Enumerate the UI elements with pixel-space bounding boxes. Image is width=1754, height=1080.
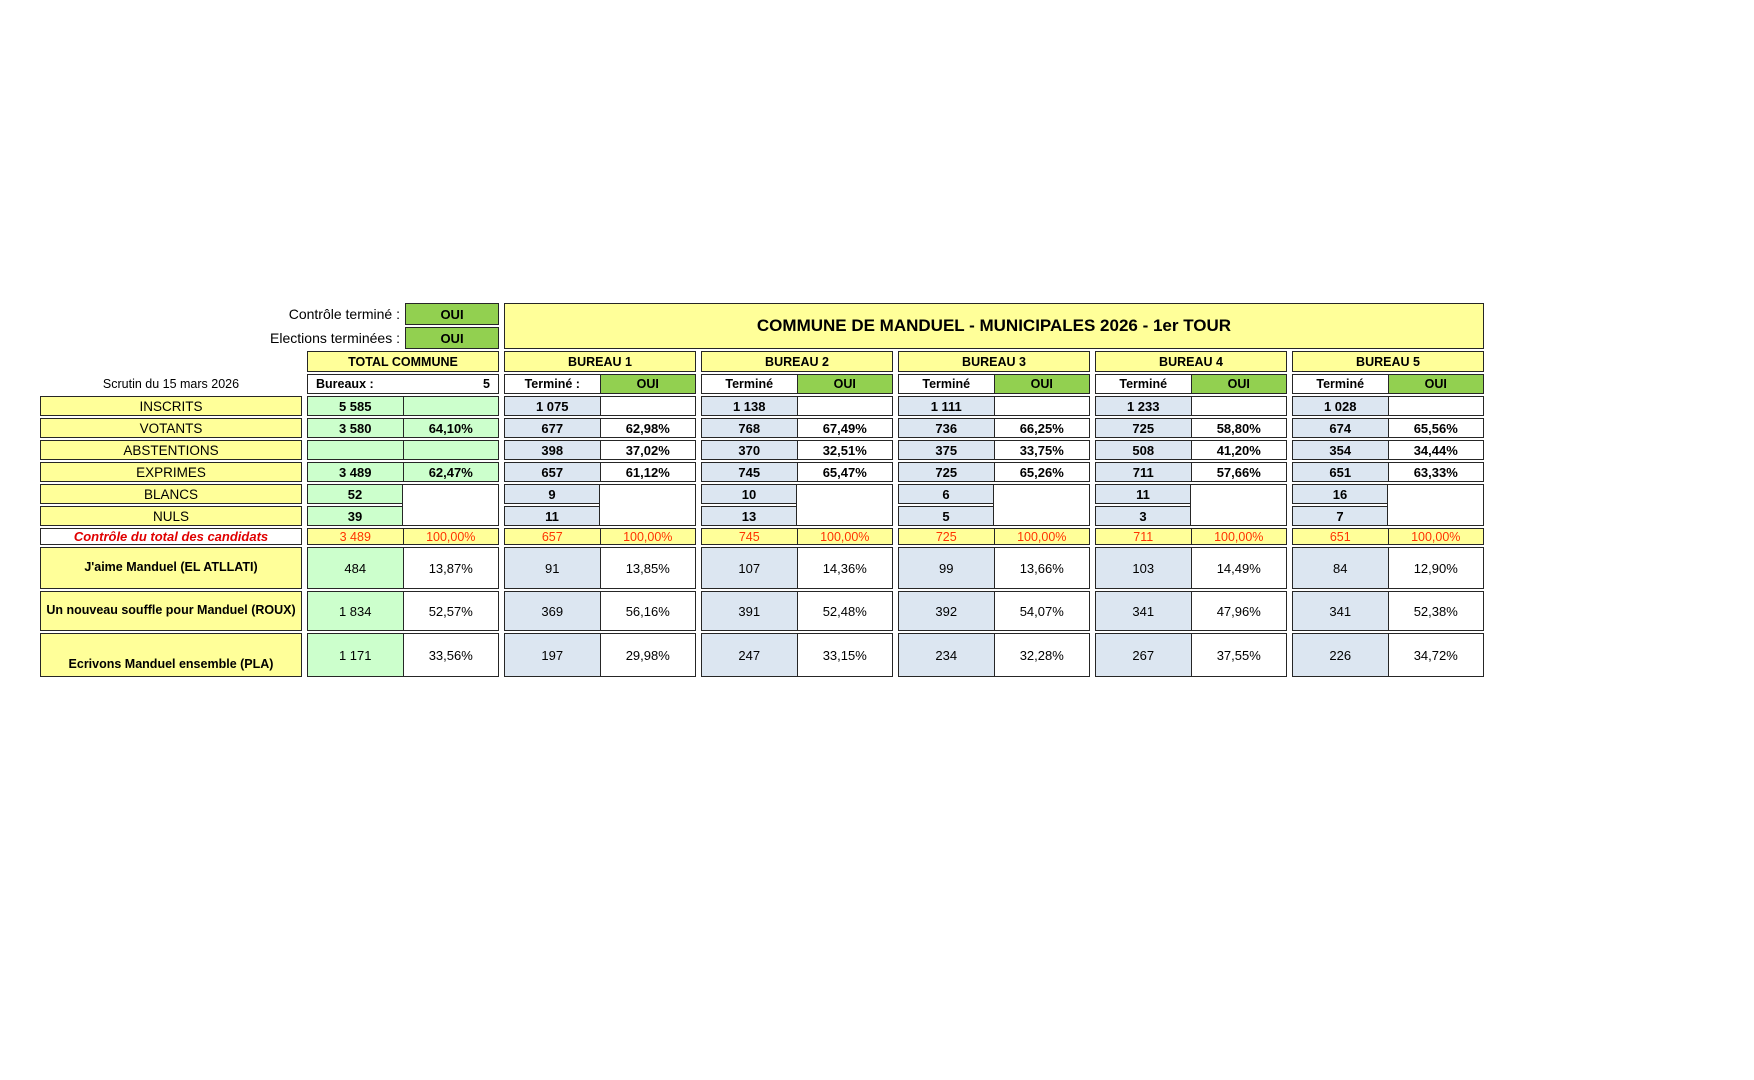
total-value-cell[interactable]: 3 489 <box>308 463 403 481</box>
bureau-3-cells[interactable] <box>898 396 1090 416</box>
total-value-cell[interactable]: 3 489 <box>308 529 403 544</box>
termine-label: Terminé <box>1096 375 1191 393</box>
bureau-pct-cell[interactable]: 52,38% <box>1388 592 1484 630</box>
bureau-pct-cell[interactable]: 66,25% <box>994 419 1090 437</box>
table-row-abstentions <box>40 440 1484 460</box>
bureau-pct-cell[interactable]: 63,33% <box>1388 463 1484 481</box>
bureau-1-cells[interactable] <box>504 396 696 416</box>
termine-value[interactable]: OUI <box>994 375 1090 393</box>
nuls-value-cell[interactable]: 7 <box>1292 506 1388 526</box>
bureau-value-cell[interactable]: 107 <box>702 548 797 588</box>
bureau-value-cell[interactable]: 508 <box>1096 441 1191 459</box>
bureau-3-cells[interactable] <box>898 591 1090 631</box>
bureau-1-cells[interactable] <box>504 528 696 545</box>
bureau-pct-cell[interactable]: 12,90% <box>1388 548 1484 588</box>
total-pct-cell[interactable]: 52,57% <box>403 592 499 630</box>
bureau-pct-cell[interactable]: 34,72% <box>1388 634 1484 676</box>
bureau-5-cells[interactable] <box>1292 528 1484 545</box>
total-cells[interactable] <box>307 418 499 438</box>
total-cells[interactable] <box>307 462 499 482</box>
bureau-pct-cell[interactable]: 14,49% <box>1191 548 1287 588</box>
bureau-4-cells[interactable] <box>1095 547 1287 589</box>
controle-total-row <box>40 528 1484 545</box>
bureau-1-cells[interactable] <box>504 547 696 589</box>
bureau-pct-cell[interactable] <box>600 397 696 415</box>
row-label-nuls: NULS <box>40 506 302 526</box>
blancs-nuls-values <box>504 484 600 526</box>
total-pct-cell[interactable] <box>403 441 499 459</box>
bureau-4-cells[interactable] <box>1095 396 1287 416</box>
blancs-nuls-empty-pct-cell[interactable] <box>402 484 500 526</box>
column-header-total-commune: TOTAL COMMUNE <box>307 351 499 372</box>
termine-value[interactable]: OUI <box>797 375 893 393</box>
total-pct-cell[interactable]: 33,56% <box>403 634 499 676</box>
termine-value[interactable]: OUI <box>1191 375 1287 393</box>
bureau-value-cell[interactable]: 657 <box>505 529 600 544</box>
bureau-2-cells[interactable] <box>701 547 893 589</box>
bureau-pct-cell[interactable]: 100,00% <box>1191 529 1287 544</box>
bureau-value-cell[interactable]: 1 111 <box>899 397 994 415</box>
top-header-block <box>40 303 1484 349</box>
bureaux-count-cell[interactable] <box>307 374 499 394</box>
bureau-4-cells[interactable] <box>1095 484 1287 526</box>
row-label-inscrits: INSCRITS <box>40 396 302 416</box>
bureau-pct-cell[interactable]: 33,15% <box>797 634 893 676</box>
bureau-5-cells[interactable] <box>1292 418 1484 438</box>
candidate-row-2 <box>40 591 1484 631</box>
bureau-pct-cell[interactable]: 100,00% <box>994 529 1090 544</box>
bureau-1-cells[interactable] <box>504 591 696 631</box>
bureau-pct-cell[interactable]: 29,98% <box>600 634 696 676</box>
controle-termine-value-cell[interactable]: OUI <box>405 303 499 325</box>
bureau-pct-cell[interactable]: 34,44% <box>1388 441 1484 459</box>
bureau-pct-cell[interactable]: 32,51% <box>797 441 893 459</box>
bureau-2-cells[interactable] <box>701 528 893 545</box>
bureau-5-cells[interactable] <box>1292 591 1484 631</box>
candidate-rows <box>40 547 1484 677</box>
label-spacer <box>40 351 302 372</box>
total-cells[interactable] <box>307 633 499 677</box>
bureau-value-cell[interactable]: 725 <box>899 463 994 481</box>
bureau-4-cells[interactable] <box>1095 418 1287 438</box>
bureau-5-cells[interactable] <box>1292 396 1484 416</box>
bureau-1-cells[interactable] <box>504 633 696 677</box>
blancs-nuls-empty-pct-cell[interactable] <box>1190 484 1288 526</box>
nuls-value-cell[interactable]: 3 <box>1095 506 1191 526</box>
row-label-exprimes: EXPRIMES <box>40 462 302 482</box>
bureau-pct-cell[interactable]: 100,00% <box>797 529 893 544</box>
blancs-value-cell[interactable]: 52 <box>307 484 403 504</box>
candidate-row-1 <box>40 547 1484 589</box>
bureau-pct-cell[interactable]: 62,98% <box>600 419 696 437</box>
elections-terminees-label: Elections terminées : <box>270 330 400 346</box>
bureau-value-cell[interactable]: 736 <box>899 419 994 437</box>
blancs-nuls-values <box>701 484 797 526</box>
termine-value[interactable]: OUI <box>1388 375 1484 393</box>
candidate-label-2: Un nouveau souffle pour Manduel (ROUX) <box>40 591 302 631</box>
column-header-bureau-2: BUREAU 2 <box>701 351 893 372</box>
termine-value[interactable]: OUI <box>600 375 696 393</box>
bureau-3-cells[interactable] <box>898 528 1090 545</box>
bureau-value-cell[interactable]: 99 <box>899 548 994 588</box>
total-pct-cell[interactable]: 62,47% <box>403 463 499 481</box>
bureau-pct-cell[interactable]: 37,55% <box>1191 634 1287 676</box>
blancs-nuls-empty-pct-cell[interactable] <box>993 484 1091 526</box>
table-row-inscrits <box>40 396 1484 416</box>
bureau-3-cells[interactable] <box>898 547 1090 589</box>
bureau-value-cell[interactable]: 745 <box>702 529 797 544</box>
bureau-1-cells[interactable] <box>504 484 696 526</box>
bureau-pct-cell[interactable]: 41,20% <box>1191 441 1287 459</box>
blancs-nuls-values <box>307 484 403 526</box>
total-value-cell[interactable]: 5 585 <box>308 397 403 415</box>
bureau-pct-cell[interactable] <box>1191 397 1287 415</box>
bureau-5-cells[interactable] <box>1292 547 1484 589</box>
total-cells[interactable] <box>307 547 499 589</box>
bureau-3-cells[interactable] <box>898 462 1090 482</box>
bureau-1-cells[interactable] <box>504 462 696 482</box>
bureau-pct-cell[interactable]: 56,16% <box>600 592 696 630</box>
termine-cell-bureau-3[interactable] <box>898 374 1090 394</box>
blancs-value-cell[interactable]: 6 <box>898 484 994 504</box>
column-header-bureau-5: BUREAU 5 <box>1292 351 1484 372</box>
blancs-nuls-values <box>898 484 994 526</box>
bureau-4-cells[interactable] <box>1095 440 1287 460</box>
results-table <box>40 303 1484 677</box>
bureau-pct-cell[interactable] <box>994 397 1090 415</box>
page-title: COMMUNE DE MANDUEL - MUNICIPALES 2026 - 1er TOUR <box>504 303 1484 349</box>
bureau-value-cell[interactable]: 84 <box>1293 548 1388 588</box>
bureau-pct-cell[interactable]: 67,49% <box>797 419 893 437</box>
bureau-value-cell[interactable]: 341 <box>1293 592 1388 630</box>
bureau-pct-cell[interactable]: 100,00% <box>1388 529 1484 544</box>
blancs-nuls-values <box>1095 484 1191 526</box>
bureau-5-cells[interactable] <box>1292 440 1484 460</box>
bureau-3-cells[interactable] <box>898 484 1090 526</box>
nuls-value-cell[interactable]: 39 <box>307 506 403 526</box>
bureaux-label: Bureaux : <box>316 377 374 391</box>
blancs-nuls-row <box>40 484 1484 526</box>
bureau-value-cell[interactable]: 674 <box>1293 419 1388 437</box>
bureau-pct-cell[interactable]: 54,07% <box>994 592 1090 630</box>
total-pct-cell[interactable] <box>403 397 499 415</box>
total-cells[interactable] <box>307 440 499 460</box>
bureau-4-cells[interactable] <box>1095 528 1287 545</box>
bureau-value-cell[interactable]: 103 <box>1096 548 1191 588</box>
blancs-nuls-empty-pct-cell[interactable] <box>796 484 894 526</box>
bureau-2-cells[interactable] <box>701 396 893 416</box>
total-value-cell[interactable] <box>308 441 403 459</box>
total-cells[interactable] <box>307 528 499 545</box>
elections-terminees-row <box>40 327 499 349</box>
bureau-value-cell[interactable]: 768 <box>702 419 797 437</box>
elections-terminees-value-cell[interactable]: OUI <box>405 327 499 349</box>
bureau-value-cell[interactable]: 370 <box>702 441 797 459</box>
bureau-value-cell[interactable]: 398 <box>505 441 600 459</box>
bureau-pct-cell[interactable]: 58,80% <box>1191 419 1287 437</box>
total-cells[interactable] <box>307 591 499 631</box>
total-cells[interactable] <box>307 396 499 416</box>
termine-label: Terminé : <box>505 375 600 393</box>
termine-cell-bureau-4[interactable] <box>1095 374 1287 394</box>
bureau-value-cell[interactable]: 1 233 <box>1096 397 1191 415</box>
bureau-pct-cell[interactable] <box>1388 397 1484 415</box>
bureau-value-cell[interactable]: 1 028 <box>1293 397 1388 415</box>
bureau-2-cells[interactable] <box>701 484 893 526</box>
row-label-controle-total: Contrôle du total des candidats <box>40 528 302 545</box>
column-header-bureau-4: BUREAU 4 <box>1095 351 1287 372</box>
bureau-5-cells[interactable] <box>1292 484 1484 526</box>
candidate-label-3: Ecrivons Manduel ensemble (PLA) <box>40 633 302 677</box>
bureau-value-cell[interactable]: 247 <box>702 634 797 676</box>
column-header-bureau-3: BUREAU 3 <box>898 351 1090 372</box>
column-header-row <box>40 351 1484 372</box>
bureau-value-cell[interactable]: 725 <box>1096 419 1191 437</box>
blancs-value-cell[interactable]: 10 <box>701 484 797 504</box>
total-pct-cell[interactable]: 100,00% <box>403 529 499 544</box>
bureau-value-cell[interactable]: 711 <box>1096 463 1191 481</box>
bureau-3-cells[interactable] <box>898 633 1090 677</box>
bureau-value-cell[interactable]: 651 <box>1293 529 1388 544</box>
table-row-votants <box>40 418 1484 438</box>
termine-cell-bureau-5[interactable] <box>1292 374 1484 394</box>
column-header-bureau-1: BUREAU 1 <box>504 351 696 372</box>
bureau-pct-cell[interactable]: 33,75% <box>994 441 1090 459</box>
bureau-pct-cell[interactable]: 57,66% <box>1191 463 1287 481</box>
total-value-cell[interactable]: 1 171 <box>308 634 403 676</box>
blancs-nuls-empty-pct-cell[interactable] <box>599 484 697 526</box>
bureau-pct-cell[interactable]: 61,12% <box>600 463 696 481</box>
bureau-4-cells[interactable] <box>1095 462 1287 482</box>
bureau-pct-cell[interactable]: 65,47% <box>797 463 893 481</box>
bureau-4-cells[interactable] <box>1095 591 1287 631</box>
nuls-value-cell[interactable]: 13 <box>701 506 797 526</box>
bureau-value-cell[interactable]: 745 <box>702 463 797 481</box>
total-value-cell[interactable]: 1 834 <box>308 592 403 630</box>
scrutin-date-label: Scrutin du 15 mars 2026 <box>102 377 240 391</box>
total-cells[interactable] <box>307 484 499 526</box>
candidate-label-1: J'aime Manduel (EL ATLLATI) <box>40 547 302 589</box>
bureau-value-cell[interactable]: 711 <box>1096 529 1191 544</box>
bureau-value-cell[interactable]: 1 075 <box>505 397 600 415</box>
bureau-value-cell[interactable]: 392 <box>899 592 994 630</box>
row-label-abstentions: ABSTENTIONS <box>40 440 302 460</box>
bureau-pct-cell[interactable]: 52,48% <box>797 592 893 630</box>
bureau-value-cell[interactable]: 375 <box>899 441 994 459</box>
bureau-2-cells[interactable] <box>701 440 893 460</box>
bureau-1-cells[interactable] <box>504 418 696 438</box>
termine-label: Terminé <box>702 375 797 393</box>
bureau-2-cells[interactable] <box>701 633 893 677</box>
bureau-value-cell[interactable]: 1 138 <box>702 397 797 415</box>
bureau-value-cell[interactable]: 91 <box>505 548 600 588</box>
bureaux-count-value: 5 <box>483 377 490 391</box>
bureau-value-cell[interactable]: 197 <box>505 634 600 676</box>
nuls-value-cell[interactable]: 5 <box>898 506 994 526</box>
bureau-3-cells[interactable] <box>898 418 1090 438</box>
bureau-value-cell[interactable]: 341 <box>1096 592 1191 630</box>
bureau-value-cell[interactable]: 651 <box>1293 463 1388 481</box>
termine-cell-bureau-2[interactable] <box>701 374 893 394</box>
candidate-row-3 <box>40 633 1484 677</box>
termine-label: Terminé <box>1293 375 1388 393</box>
bureau-2-cells[interactable] <box>701 418 893 438</box>
bureau-value-cell[interactable]: 267 <box>1096 634 1191 676</box>
bureau-value-cell[interactable]: 677 <box>505 419 600 437</box>
table-row-exprimes <box>40 462 1484 482</box>
termine-label: Terminé <box>899 375 994 393</box>
bureau-4-cells[interactable] <box>1095 633 1287 677</box>
bureau-pct-cell[interactable] <box>797 397 893 415</box>
bureau-pct-cell[interactable]: 13,85% <box>600 548 696 588</box>
total-value-cell[interactable]: 3 580 <box>308 419 403 437</box>
bureau-2-cells[interactable] <box>701 462 893 482</box>
bureau-pct-cell[interactable]: 37,02% <box>600 441 696 459</box>
row-label-votants: VOTANTS <box>40 418 302 438</box>
controle-termine-label: Contrôle terminé : <box>288 306 400 322</box>
blancs-nuls-values <box>1292 484 1388 526</box>
bureau-value-cell[interactable]: 354 <box>1293 441 1388 459</box>
bureau-value-cell[interactable]: 391 <box>702 592 797 630</box>
bureau-pct-cell[interactable]: 13,66% <box>994 548 1090 588</box>
blancs-nuls-empty-pct-cell[interactable] <box>1387 484 1485 526</box>
blancs-value-cell[interactable]: 11 <box>1095 484 1191 504</box>
status-area <box>40 303 499 349</box>
nuls-value-cell[interactable]: 11 <box>504 506 600 526</box>
bureau-5-cells[interactable] <box>1292 633 1484 677</box>
termine-cell-bureau-1[interactable] <box>504 374 696 394</box>
bureau-value-cell[interactable]: 725 <box>899 529 994 544</box>
row-label-blancs: BLANCS <box>40 484 302 504</box>
blancs-value-cell[interactable]: 9 <box>504 484 600 504</box>
stat-rows <box>40 396 1484 482</box>
bureau-pct-cell[interactable]: 47,96% <box>1191 592 1287 630</box>
bureau-5-cells[interactable] <box>1292 462 1484 482</box>
blancs-nuls-labels <box>40 484 302 526</box>
bureau-pct-cell[interactable]: 14,36% <box>797 548 893 588</box>
bureau-value-cell[interactable]: 234 <box>899 634 994 676</box>
bureau-pct-cell[interactable]: 65,26% <box>994 463 1090 481</box>
controle-termine-row <box>40 303 499 325</box>
total-pct-cell[interactable]: 13,87% <box>403 548 499 588</box>
blancs-value-cell[interactable]: 16 <box>1292 484 1388 504</box>
bureau-pct-cell[interactable]: 100,00% <box>600 529 696 544</box>
bureau-pct-cell[interactable]: 32,28% <box>994 634 1090 676</box>
bureau-1-cells[interactable] <box>504 440 696 460</box>
total-pct-cell[interactable]: 64,10% <box>403 419 499 437</box>
bureau-value-cell[interactable]: 369 <box>505 592 600 630</box>
bureau-value-cell[interactable]: 226 <box>1293 634 1388 676</box>
bureau-3-cells[interactable] <box>898 440 1090 460</box>
total-value-cell[interactable]: 484 <box>308 548 403 588</box>
sub-header-row <box>40 374 1484 394</box>
bureau-2-cells[interactable] <box>701 591 893 631</box>
bureau-pct-cell[interactable]: 65,56% <box>1388 419 1484 437</box>
bureau-value-cell[interactable]: 657 <box>505 463 600 481</box>
